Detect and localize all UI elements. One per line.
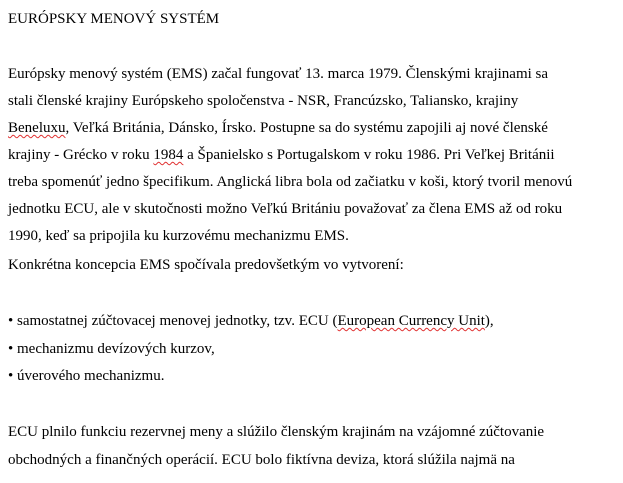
paragraph-1-line-4 [8, 146, 555, 164]
document-title: EURÓPSKY MENOVÝ SYSTÉM [8, 11, 220, 27]
misspelled-phrase-european-currency-unit[interactable]: European Currency Unit [337, 313, 485, 329]
paragraph-1-line-5: treba spomenúť jedno špecifikum. Anglická libra bola od začiatku v koši, ktorý tvoril menovú [8, 174, 573, 190]
flagged-word-1984[interactable]: 1984 [153, 147, 184, 163]
paragraph-1-line-4-post: a Španielsko s Portugalskom v roku 1986. Pri Veľkej Británii [183, 147, 555, 163]
paragraph-1-line-6: jednotku ECU, ale v skutočnosti možno Veľkú Britániu považovať za člena EMS až od roku [8, 201, 563, 217]
misspelled-word-beneluxu[interactable]: Beneluxu [8, 120, 66, 136]
paragraph-1-line-4-pre: krajiny - Grécko v roku [8, 147, 154, 163]
paragraph-3-line-2: obchodných a finančných operácií. ECU bolo fiktívna deviza, ktorá slúžila najmä na [8, 452, 515, 468]
bullet-item-3: • úverového mechanizmu. [8, 368, 165, 384]
bullet-item-1-post: ), [484, 313, 494, 329]
paragraph-2: Konkrétna koncepcia EMS spočívala predovšetkým vo vytvorení: [8, 257, 404, 273]
paragraph-1-line-3 [8, 119, 548, 137]
paragraph-1-line-1: Európsky menový systém (EMS) začal fungovať 13. marca 1979. Členskými krajinami sa [8, 66, 549, 82]
paragraph-1-line-7: 1990, keď sa pripojila ku kurzovému mechanizmu EMS. [8, 228, 349, 244]
paragraph-1-line-3-text: , Veľká Británia, Dánsko, Írsko. Postupne sa do systému zapojili aj nové členské [65, 120, 548, 136]
bullet-item-1 [8, 312, 494, 330]
paragraph-3-line-1: ECU plnilo funkciu rezervnej meny a slúžilo členským krajinám na vzájomné zúčtovanie [8, 424, 545, 440]
paragraph-1-line-2: stali členské krajiny Európskeho spoločenstva - NSR, Francúzsko, Taliansko, krajiny [8, 93, 519, 109]
bullet-item-2: • mechanizmu devízových kurzov, [8, 341, 215, 357]
bullet-item-1-pre: • samostatnej zúčtovacej menovej jednotky, tzv. ECU ( [8, 313, 338, 329]
